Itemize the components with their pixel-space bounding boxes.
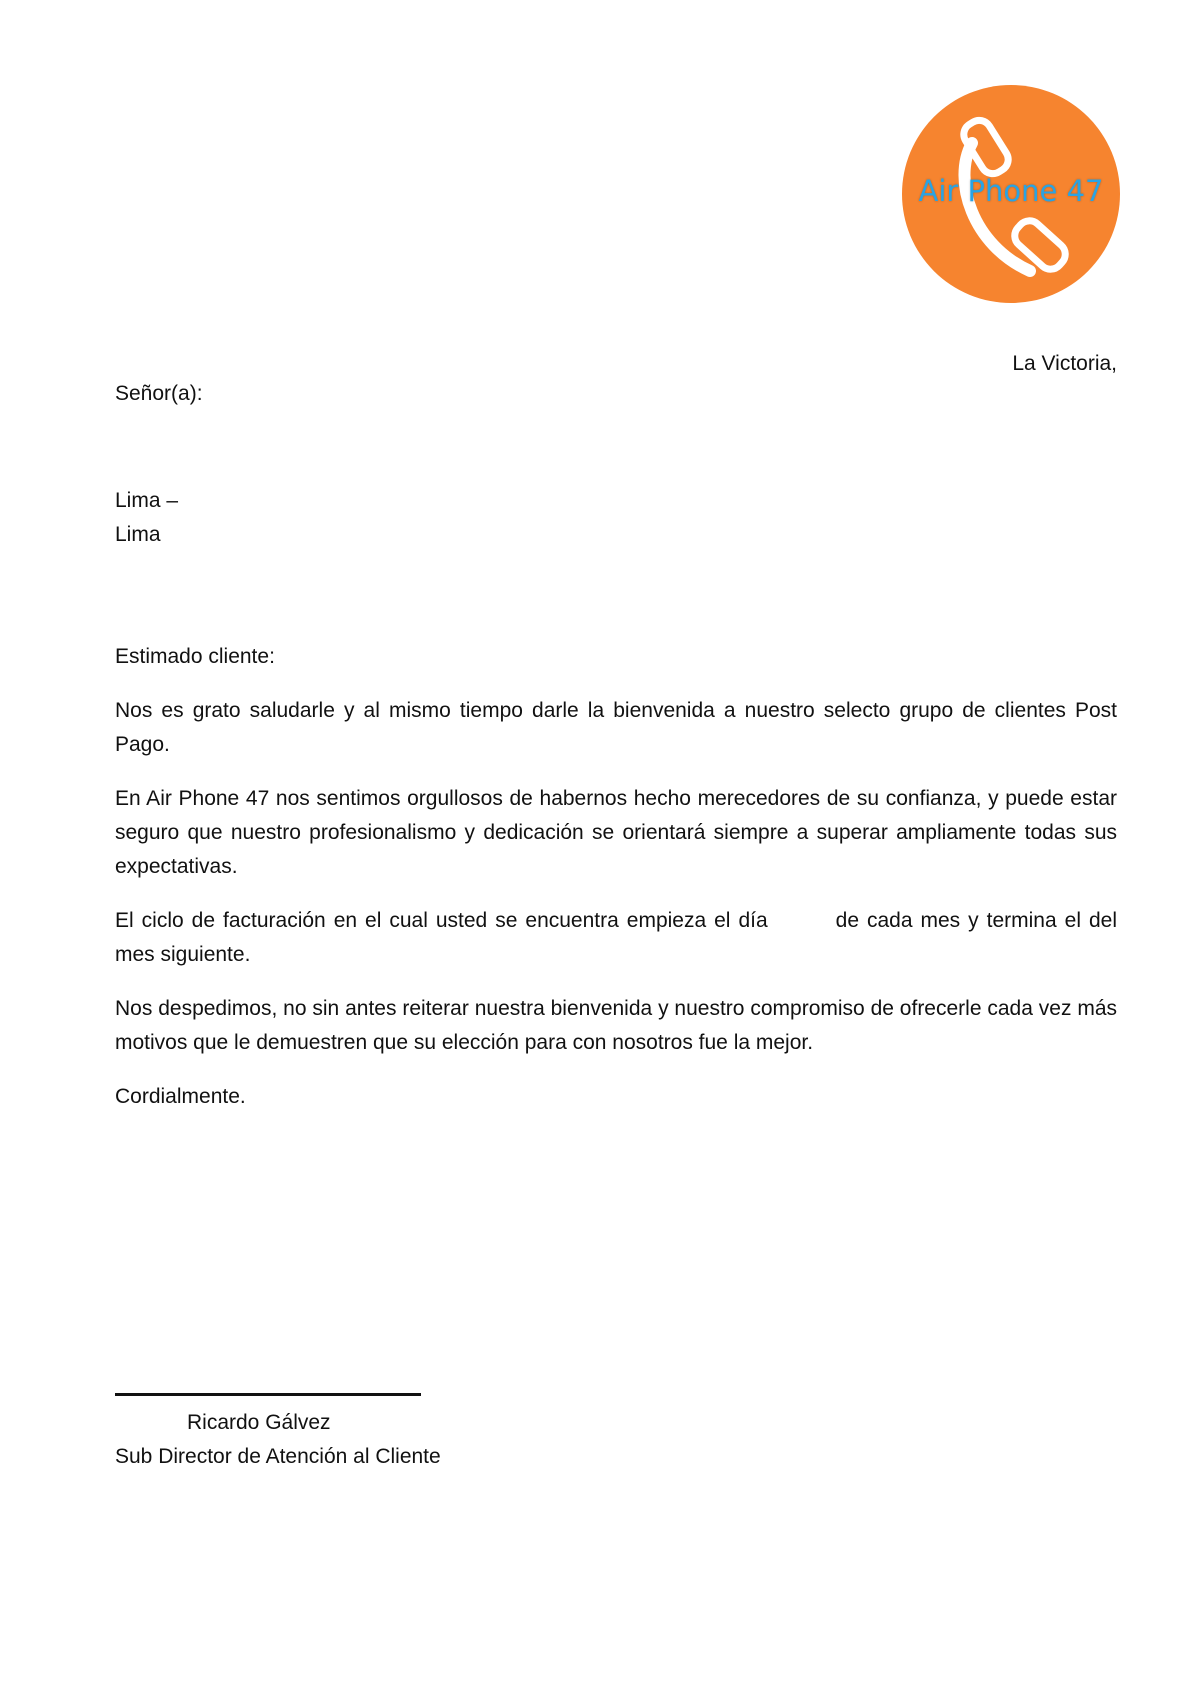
- date-line: La Victoria,: [1012, 352, 1117, 375]
- closing: Cordialmente.: [115, 1085, 246, 1108]
- city-line-2: Lima: [115, 523, 161, 546]
- signature-title: Sub Director de Atención al Cliente: [115, 1445, 441, 1468]
- paragraph-farewell: Nos despedimos, no sin antes reiterar nuestra bienvenida y nuestro compromiso de ofrecerle cada vez más motivos que le demuestren que su elección para con nosotros fue la mejor.: [115, 997, 1117, 1054]
- billing-text-end: de cada mes y termina el del mes siguiente.: [115, 909, 1117, 966]
- greeting: Estimado cliente:: [115, 645, 275, 668]
- signature-line: [115, 1393, 421, 1396]
- company-logo: [902, 85, 1120, 303]
- salutation: Señor(a):: [115, 382, 203, 405]
- billing-text-start: El ciclo de facturación en el cual usted se encuentra empieza el día: [115, 909, 768, 932]
- paragraph-billing-cycle: [115, 904, 1117, 972]
- paragraph-welcome: Nos es grato saludarle y al mismo tiempo darle la bienvenida a nuestro selecto grupo de clientes Post Pago.: [115, 699, 1117, 756]
- city-line-1: Lima –: [115, 489, 179, 512]
- logo-text: Air Phone 47: [918, 174, 1104, 208]
- paragraph-confidence: En Air Phone 47 nos sentimos orgullosos de habernos hecho merecedores de su confianza, y puede estar seguro que nuestro profesionalismo y dedicación se orientará siempre a superar ampliamente todas sus expectativas.: [115, 787, 1117, 878]
- signature-name: Ricardo Gálvez: [187, 1411, 331, 1434]
